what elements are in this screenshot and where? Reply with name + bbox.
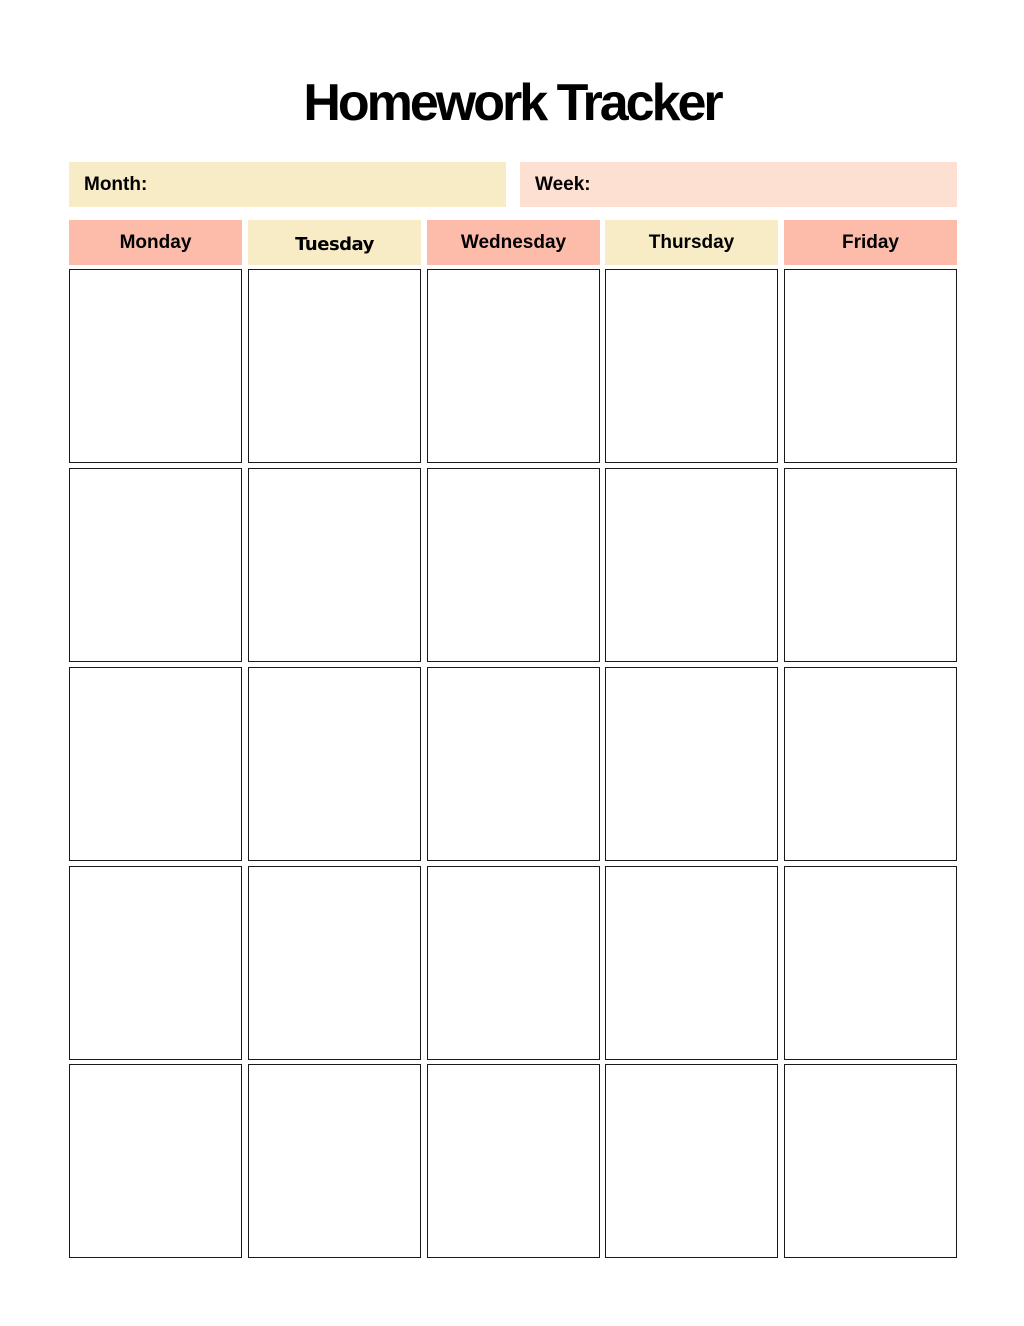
homework-cell-monday-row-2[interactable] (69, 468, 242, 662)
homework-cell-tuesday-row-2[interactable] (248, 468, 421, 662)
homework-cell-tuesday-row-4[interactable] (248, 866, 421, 1060)
homework-cell-tuesday-row-1[interactable] (248, 269, 421, 463)
homework-cell-thursday-row-3[interactable] (605, 667, 778, 861)
homework-cell-wednesday-row-1[interactable] (427, 269, 600, 463)
day-header-monday (69, 220, 242, 265)
homework-cell-tuesday-row-3[interactable] (248, 667, 421, 861)
week-label: Week: (535, 173, 591, 195)
homework-cell-friday-row-3[interactable] (784, 667, 957, 861)
homework-cell-friday-row-5[interactable] (784, 1064, 957, 1258)
homework-cell-thursday-row-1[interactable] (605, 269, 778, 463)
day-label: Tuesday (295, 233, 374, 255)
homework-cell-wednesday-row-4[interactable] (427, 866, 600, 1060)
homework-cell-monday-row-1[interactable] (69, 269, 242, 463)
month-label: Month: (84, 173, 148, 195)
homework-cell-friday-row-1[interactable] (784, 269, 957, 463)
homework-cell-thursday-row-4[interactable] (605, 866, 778, 1060)
day-header-thursday (605, 220, 778, 265)
page-title: Homework Tracker (303, 74, 721, 132)
homework-cell-tuesday-row-5[interactable] (248, 1064, 421, 1258)
day-label: Wednesday (460, 231, 567, 253)
day-header-friday (784, 220, 957, 265)
homework-cell-thursday-row-5[interactable] (605, 1064, 778, 1258)
homework-cell-wednesday-row-3[interactable] (427, 667, 600, 861)
day-header-tuesday (248, 220, 421, 265)
homework-cell-monday-row-5[interactable] (69, 1064, 242, 1258)
homework-cell-monday-row-4[interactable] (69, 866, 242, 1060)
homework-cell-friday-row-2[interactable] (784, 468, 957, 662)
day-label: Thursday (648, 231, 735, 253)
homework-cell-thursday-row-2[interactable] (605, 468, 778, 662)
day-header-wednesday (427, 220, 600, 265)
homework-cell-monday-row-3[interactable] (69, 667, 242, 861)
month-field[interactable] (69, 162, 506, 207)
day-label: Friday (841, 231, 900, 253)
homework-cell-wednesday-row-5[interactable] (427, 1064, 600, 1258)
homework-cell-friday-row-4[interactable] (784, 866, 957, 1060)
week-field[interactable] (520, 162, 957, 207)
homework-cell-wednesday-row-2[interactable] (427, 468, 600, 662)
day-label: Monday (119, 231, 192, 253)
